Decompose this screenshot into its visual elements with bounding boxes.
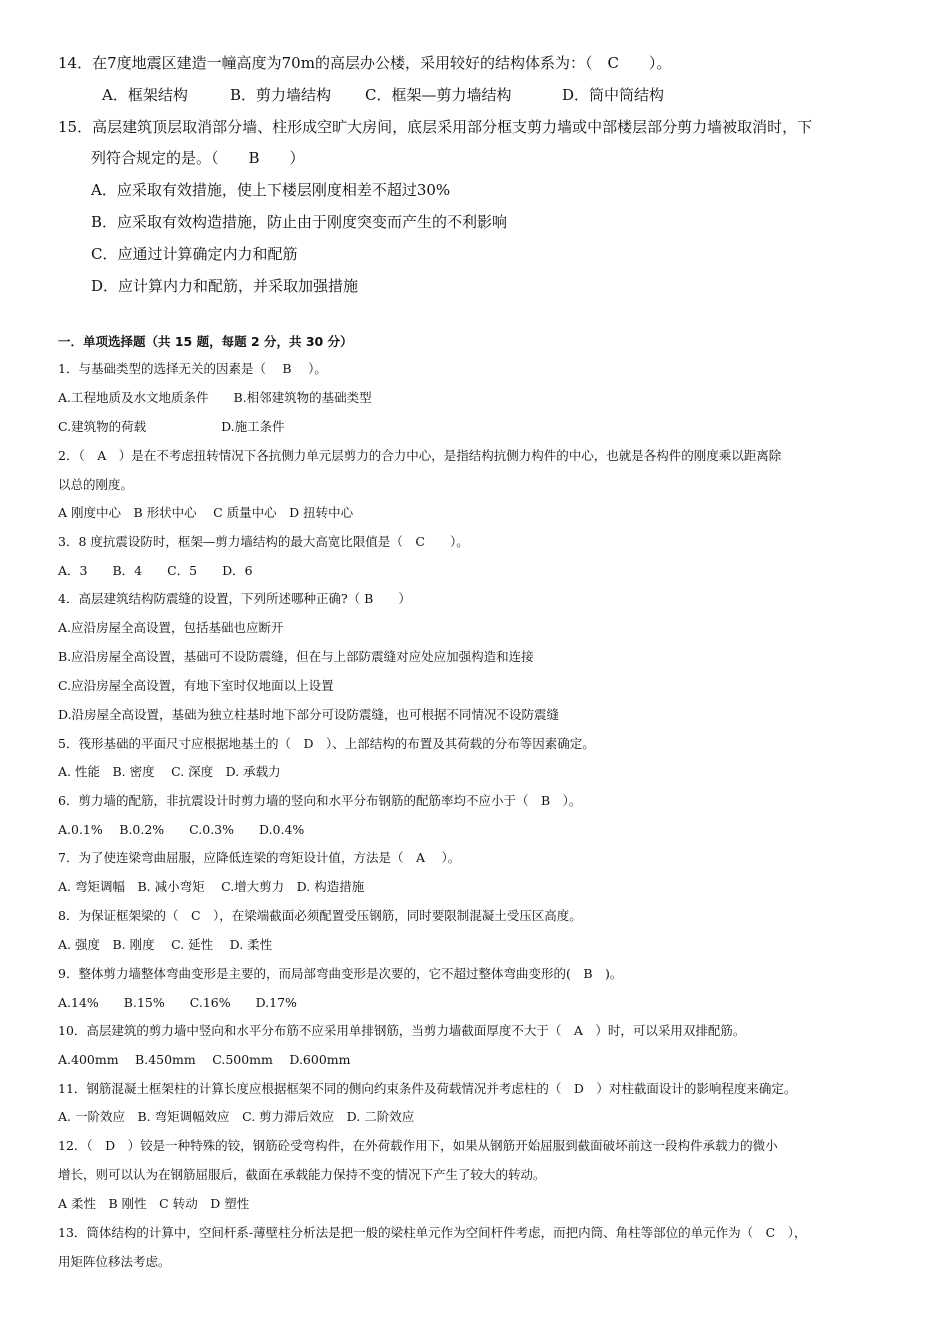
question-14-options	[102, 85, 664, 105]
q15-option-c: C．应通过计算确定内力和配筋	[91, 245, 298, 263]
question-line: 5．筏形基础的平面尺寸应根据地基土的（ D ）、上部结构的布置及其荷载的分布等因素确定。	[58, 736, 595, 751]
question-line: A．3 B．4 C．5 D．6	[58, 563, 253, 578]
question-line: D.沿房屋全高设置，基础为独立柱基时地下部分可设防震缝，也可根据不同情况不设防震缝	[58, 707, 560, 722]
q14-option-d: D．筒中筒结构	[562, 86, 665, 104]
q14-option-a: A．框架结构	[102, 86, 188, 104]
question-line: 增长，则可以认为在钢筋屈服后，截面在承载能力保持不变的情况下产生了较大的转动。	[58, 1167, 546, 1182]
question-line: 4．高层建筑结构防震缝的设置，下列所述哪种正确?（ B ）	[58, 591, 411, 606]
question-line: 9．整体剪力墙整体弯曲变形是主要的，而局部弯曲变形是次要的，它不超过整体弯曲变形的( B )。	[58, 966, 623, 981]
q14-option-c: C．框架—剪力墙结构	[365, 86, 512, 104]
question-line: 8．为保证框架梁的（ C ），在梁端截面必须配置受压钢筋，同时要限制混凝土受压区高度。	[58, 908, 582, 923]
question-line: 11．钢筋混凝土框架柱的计算长度应根据框架不同的侧向约束条件及荷载情况并考虑柱的（ D ）对柱截面设计的影响程度来确定。	[58, 1081, 797, 1096]
question-line: A.工程地质及水文地质条件 B.相邻建筑物的基础类型	[58, 390, 372, 405]
section-title: 一．单项选择题（共 15 题，每题 2 分，共 30 分）	[58, 334, 353, 349]
question-line: A. 性能 B. 密度 C. 深度 D. 承载力	[58, 764, 281, 779]
question-line: A 柔性 B 刚性 C 转动 D 塑性	[58, 1196, 250, 1211]
question-line: 13．筒体结构的计算中，空间杆系-薄壁柱分析法是把一般的梁柱单元作为空间杆件考虑，而把内筒、角柱等部位的单元作为（ C ），	[58, 1225, 807, 1240]
question-line: B.应沿房屋全高设置，基础可不设防震缝，但在与上部防震缝对应处应加强构造和连接	[58, 649, 534, 664]
question-line: 3．8 度抗震设防时，框架—剪力墙结构的最大高宽比限值是（ C ）。	[58, 534, 469, 549]
question-line: A. 强度 B. 刚度 C. 延性 D. 柔性	[58, 937, 273, 952]
q15-option-a: A．应采取有效措施，使上下楼层刚度相差不超过30%	[91, 181, 451, 199]
q15-option-b: B．应采取有效构造措施，防止由于刚度突变而产生的不利影响	[91, 213, 508, 231]
question-line: 6．剪力墙的配筋，非抗震设计时剪力墙的竖向和水平分布钢筋的配筋率均不应小于（ B ）。	[58, 793, 582, 808]
question-line: A 刚度中心 B 形状中心 C 质量中心 D 扭转中心	[58, 505, 354, 520]
question-line: 以总的刚度。	[58, 477, 134, 492]
question-line: 12．（ D ）铰是一种特殊的铰，钢筋砼受弯构件，在外荷载作用下，如果从钢筋开始屈服到截面破坏前这一段构件承载力的微小	[58, 1138, 778, 1153]
question-line: C.应沿房屋全高设置，有地下室时仅地面以上设置	[58, 678, 334, 693]
q14-option-b: B．剪力墙结构	[230, 86, 332, 104]
question-line: A. 弯矩调幅 B. 减小弯矩 C.增大剪力 D. 构造措施	[58, 879, 365, 894]
question-line: A. 一阶效应 B. 弯矩调幅效应 C. 剪力滞后效应 D. 二阶效应	[58, 1109, 415, 1124]
question-14-stem: 14．在7度地震区建造一幢高度为70m的高层办公楼，采用较好的结构体系为：（ C ）。	[58, 54, 672, 72]
question-line: A.应沿房屋全高设置，包括基础也应断开	[58, 620, 284, 635]
question-line: A.0.1% B.0.2% C.0.3% D.0.4%	[58, 822, 305, 837]
question-15-stem-line2: 列符合规定的是。（ B ）	[91, 149, 305, 167]
question-line: C.建筑物的荷载 D.施工条件	[58, 419, 285, 434]
question-line: 1．与基础类型的选择无关的因素是（ B ）。	[58, 361, 327, 376]
question-line: A.400mm B.450mm C.500mm D.600mm	[58, 1052, 351, 1067]
question-15-stem-line1: 15．高层建筑顶层取消部分墙、柱形成空旷大房间，底层采用部分框支剪力墙或中部楼层部分剪力墙被取消时，下	[58, 118, 813, 136]
question-line: 10．高层建筑的剪力墙中竖向和水平分布筋不应采用单排钢筋，当剪力墙截面厚度不大于（ A ）时，可以采用双排配筋。	[58, 1023, 746, 1038]
q15-option-d: D．应计算内力和配筋，并采取加强措施	[91, 277, 359, 295]
question-line: A.14% B.15% C.16% D.17%	[58, 995, 297, 1010]
question-line: 7．为了使连梁弯曲屈服，应降低连梁的弯矩设计值，方法是（ A ）。	[58, 850, 461, 865]
question-line: 用矩阵位移法考虑。	[58, 1254, 171, 1269]
question-line: 2．（ A ）是在不考虑扭转情况下各抗侧力单元层剪力的合力中心，是指结构抗侧力构件的中心，也就是各构件的刚度乘以距离除	[58, 448, 782, 463]
